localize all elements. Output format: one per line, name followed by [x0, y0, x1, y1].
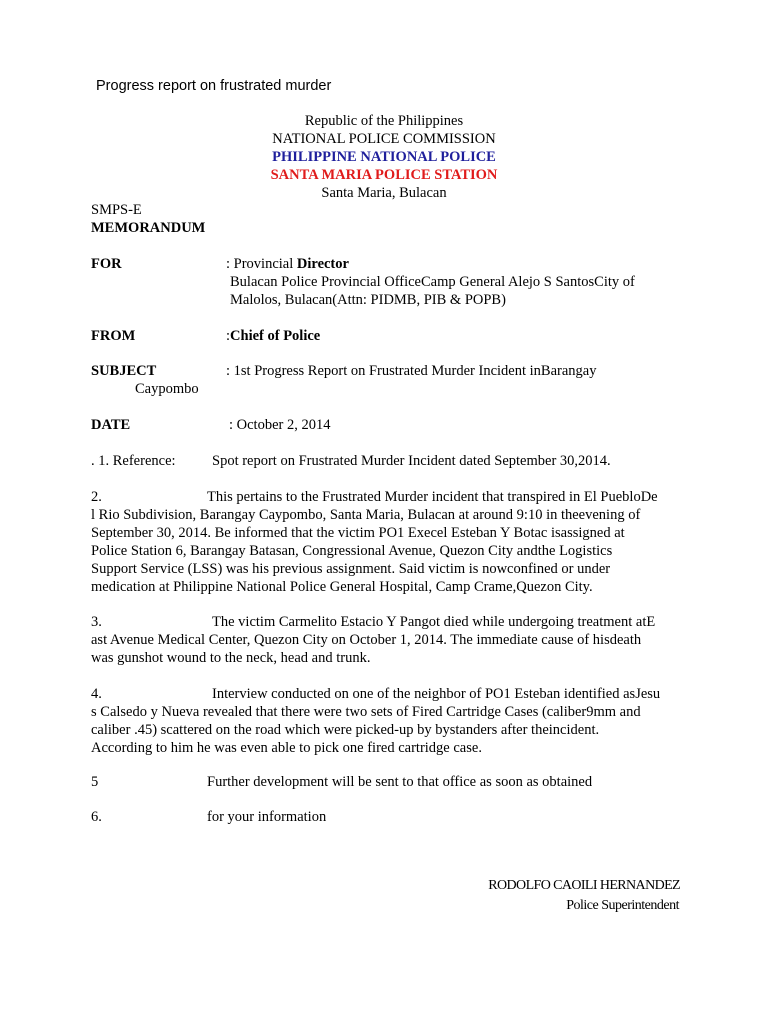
for-address-line: Malolos, Bulacan(Attn: PIDMB, PIB & POPB) [230, 292, 506, 308]
subject-continuation: Caypombo [135, 381, 199, 397]
for-address-line: Bulacan Police Provincial OfficeCamp General Alejo S SantosCity of [230, 274, 635, 290]
date-value: : October 2, 2014 [229, 417, 331, 433]
signatory-title: Police Superintendent [566, 898, 679, 913]
paragraph-line: medication at Philippine National Police General Hospital, Camp Crame,Quezon City. [91, 579, 593, 595]
paragraph-line: s Calsedo y Nueva revealed that there were two sets of Fired Cartridge Cases (caliber9mm and [91, 704, 641, 720]
paragraph-text: for your information [207, 809, 327, 825]
paragraph-text: Further development will be sent to that office as soon as obtained [207, 774, 593, 790]
for-title: Director [296, 256, 349, 272]
from-value [226, 327, 320, 345]
from-colon: : [226, 328, 231, 344]
paragraph-text: Spot report on Frustrated Murder Incident dated September 30,2014. [212, 453, 611, 469]
paragraph-line: was gunshot wound to the neck, head and trunk. [91, 650, 371, 666]
paragraph-line: Police Station 6, Barangay Batasan, Congressional Avenue, Quezon City andthe Logistics [91, 543, 613, 559]
paragraph-number: . 1. Reference: [91, 453, 176, 469]
paragraph-number: 3. [91, 614, 102, 630]
letterhead-republic: Republic of the Philippines [304, 113, 464, 129]
letterhead-station: SANTA MARIA POLICE STATION [270, 167, 498, 183]
memorandum-label: MEMORANDUM [91, 220, 206, 236]
paragraph-number: 4. [91, 686, 102, 702]
paragraph-number: 6. [91, 809, 102, 825]
for-recipient [226, 255, 349, 273]
paragraph-line: caliber .45) scattered on the road which were picked-up by bystanders after theincident. [91, 722, 600, 738]
office-code: SMPS-E [91, 202, 142, 218]
subject-value: : 1st Progress Report on Frustrated Murder Incident inBarangay [226, 363, 597, 379]
from-sender: Chief of Police [230, 328, 321, 344]
from-label: FROM [91, 328, 136, 344]
paragraph-line: The victim Carmelito Estacio Y Pangot died while undergoing treatment atE [212, 614, 656, 630]
paragraph-number: 5 [91, 774, 99, 790]
paragraph-line: September 30, 2014. Be informed that the victim PO1 Execel Esteban Y Botac isassigned at [91, 525, 625, 541]
signatory-name: RODOLFO CAOILI HERNANDEZ [488, 878, 680, 893]
for-prefix: : Provincial [226, 256, 297, 272]
paragraph-number: 2. [91, 489, 102, 505]
paragraph-line: l Rio Subdivision, Barangay Caypombo, Santa Maria, Bulacan at around 9:10 in theevening of [91, 507, 641, 523]
paragraph-line: According to him he was even able to pick one fired cartridge case. [91, 740, 482, 756]
paragraph-line: ast Avenue Medical Center, Quezon City on October 1, 2014. The immediate cause of hisdeath [91, 632, 642, 648]
paragraph-line: Support Service (LSS) was his previous assignment. Said victim is nowconfined or under [91, 561, 611, 577]
letterhead-pnp: PHILIPPINE NATIONAL POLICE [272, 149, 496, 165]
letterhead-location: Santa Maria, Bulacan [321, 185, 447, 201]
paragraph-line: This pertains to the Frustrated Murder incident that transpired in El PuebloDe [207, 489, 658, 505]
paragraph-line: Interview conducted on one of the neighbor of PO1 Esteban identified asJesu [212, 686, 661, 702]
letterhead-napolcom: NATIONAL POLICE COMMISSION [272, 131, 496, 147]
subject-label: SUBJECT [91, 363, 157, 379]
for-label: FOR [91, 256, 122, 272]
date-label: DATE [91, 417, 131, 433]
document-title: Progress report on frustrated murder [96, 78, 332, 94]
